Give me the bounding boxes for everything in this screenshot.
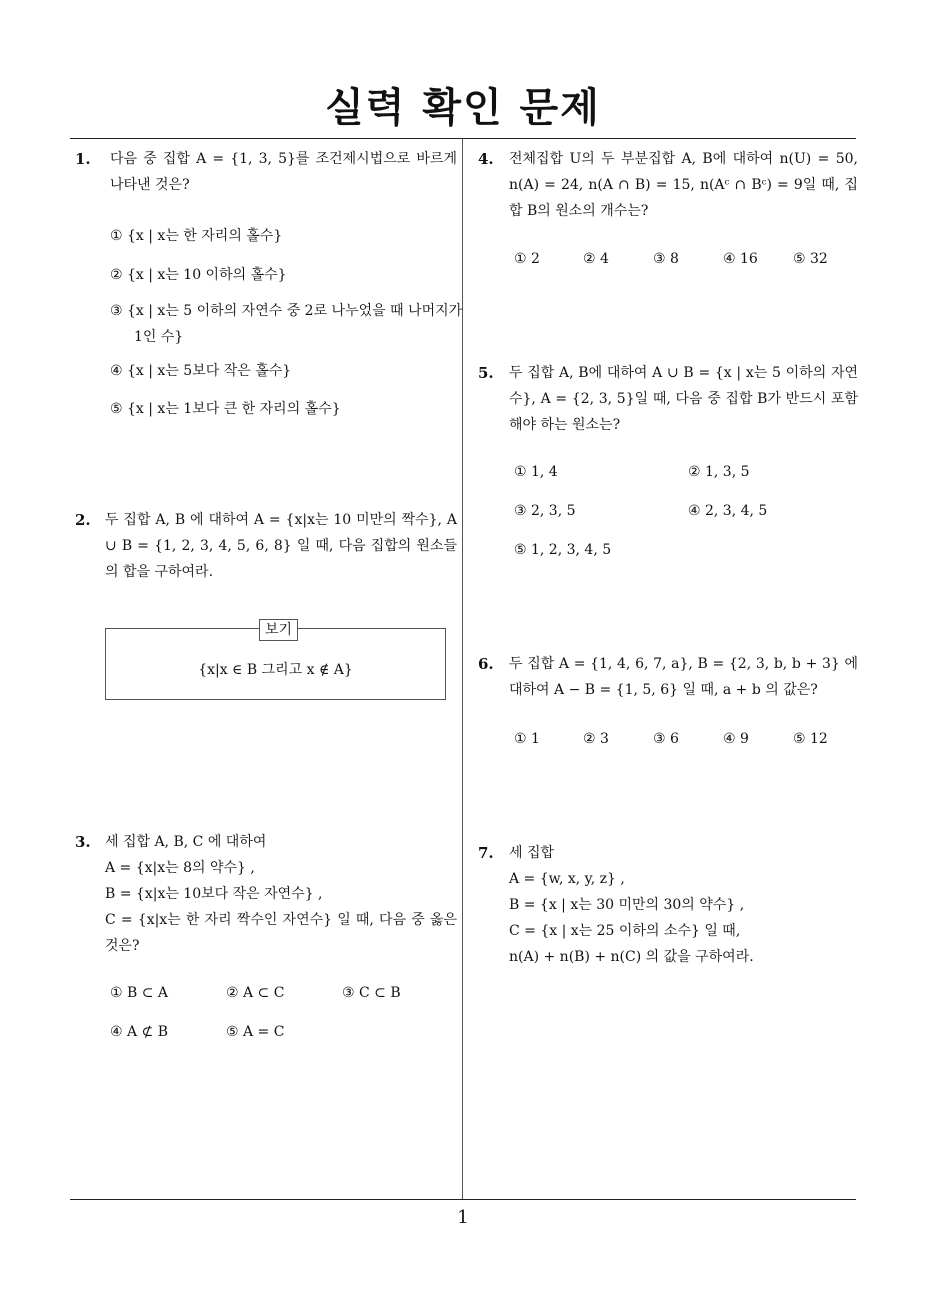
choice-2[interactable]: ② 1, 3, 5 [688, 464, 750, 480]
choice-1[interactable]: ① 2 [514, 251, 540, 267]
problem-line: B = {x|x는 10보다 작은 자연수} , [105, 886, 323, 902]
problem-number: 2. [75, 511, 91, 529]
problem-text: 두 집합 A, B 에 대하여 A = {x|x는 10 미만의 짝수}, A ∪ B = {1, 2, 3, 4, 5, 6, 8} 일 때, 다음 집합의 원소들의 합을 구하여라. [105, 512, 457, 580]
choice-3[interactable]: ③ 8 [653, 251, 679, 267]
problem-6 [478, 651, 858, 703]
choice-2[interactable]: ② A ⊂ C [226, 985, 285, 1001]
problem-3 [75, 829, 457, 959]
problem-line: C = {x | x는 25 이하의 소수} 일 때, [509, 923, 741, 939]
problem-number: 3. [75, 833, 91, 851]
problem-line: C = {x|x는 한 자리 짝수인 자연수} 일 때, 다음 중 옳은 것은? [105, 912, 457, 954]
problem-text: 두 집합 A = {1, 4, 6, 7, a}, B = {2, 3, b, b + 3} 에 대하여 A − B = {1, 5, 6} 일 때, a + b 의 값은? [509, 656, 858, 698]
choice-1[interactable]: ① 1 [514, 731, 540, 747]
choice-2[interactable]: ② 4 [583, 251, 609, 267]
problem-2 [75, 507, 457, 585]
choice-5[interactable]: ⑤ A = C [226, 1024, 285, 1040]
choice-5[interactable]: ⑤ {x | x는 1보다 큰 한 자리의 홀수} [110, 401, 341, 417]
choice-4[interactable]: ④ 9 [723, 731, 749, 747]
problem-line: 세 집합 [509, 845, 555, 861]
problem-5 [478, 360, 858, 438]
problem-1 [75, 146, 457, 198]
problem-7 [478, 840, 858, 970]
problem-number: 1. [75, 150, 91, 168]
choice-4[interactable]: ④ 16 [723, 251, 758, 267]
example-box [105, 622, 446, 700]
choice-3[interactable]: ③ {x | x는 5 이하의 자연수 중 2로 나누었을 때 나머지가 1인 수} [110, 303, 463, 345]
problem-number: 5. [478, 364, 494, 382]
choice-5[interactable]: ⑤ 1, 2, 3, 4, 5 [514, 542, 612, 558]
problem-line: A = {w, x, y, z} , [509, 871, 625, 887]
example-box-content: {x|x ∈ B 그리고 x ∉ A} [198, 662, 353, 678]
page-number: 1 [457, 1207, 469, 1228]
footer-rule [70, 1199, 856, 1200]
problem-number: 6. [478, 655, 494, 673]
problem-line: B = {x | x는 30 미만의 30의 약수} , [509, 897, 745, 913]
choice-3[interactable]: ③ C ⊂ B [342, 985, 401, 1001]
choice-3[interactable]: ③ 6 [653, 731, 679, 747]
choice-3[interactable]: ③ 2, 3, 5 [514, 503, 576, 519]
problem-4 [478, 146, 858, 224]
choice-2[interactable]: ② 3 [583, 731, 609, 747]
problem-text: 다음 중 집합 A = {1, 3, 5}를 조건제시법으로 바르게 나타낸 것은? [110, 151, 457, 193]
example-box-label: 보기 [259, 619, 298, 641]
choice-2[interactable]: ② {x | x는 10 이하의 홀수} [110, 267, 287, 283]
problem-line: n(A) + n(B) + n(C) 의 값을 구하여라. [509, 949, 754, 965]
choice-4[interactable]: ④ 2, 3, 4, 5 [688, 503, 768, 519]
problem-text: 전체집합 U의 두 부분집합 A, B에 대하여 n(U) = 50, n(A) = 24, n(A ∩ B) = 15, n(Aᶜ ∩ Bᶜ) = 9일 때, 집합 B의 원소의 개수는? [509, 151, 858, 219]
choice-1[interactable]: ① {x | x는 한 자리의 홀수} [110, 228, 283, 244]
problem-text: 두 집합 A, B에 대하여 A ∪ B = {x | x는 5 이하의 자연수}, A = {2, 3, 5}일 때, 다음 중 집합 B가 반드시 포함해야 하는 원소는? [509, 365, 858, 433]
problem-number: 4. [478, 150, 494, 168]
choice-1[interactable]: ① B ⊂ A [110, 985, 169, 1001]
choice-5[interactable]: ⑤ 32 [793, 251, 828, 267]
choice-4[interactable]: ④ A ⊄ B [110, 1024, 169, 1040]
header-rule [70, 138, 856, 139]
problem-line: A = {x|x는 8의 약수} , [105, 860, 255, 876]
choice-5[interactable]: ⑤ 12 [793, 731, 828, 747]
page-title: 실력 확인 문제 [325, 85, 601, 131]
choice-1[interactable]: ① 1, 4 [514, 464, 558, 480]
problem-number: 7. [478, 844, 494, 862]
choice-4[interactable]: ④ {x | x는 5보다 작은 홀수} [110, 363, 292, 379]
problem-line: 세 집합 A, B, C 에 대하여 [105, 834, 267, 850]
